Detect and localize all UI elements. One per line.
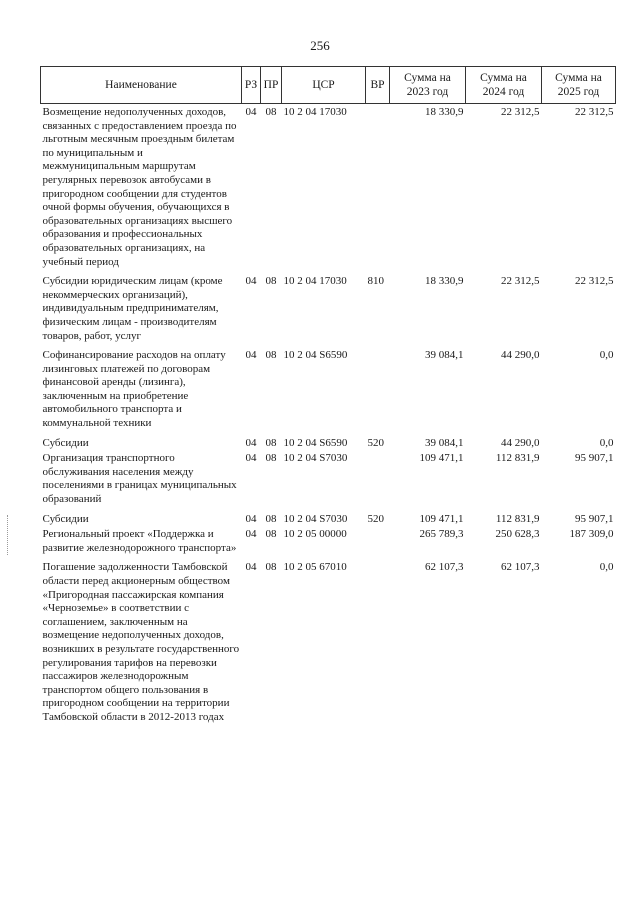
row-name: Региональный проект «Поддержка и развитие железнодорожного транспорта» <box>42 528 237 554</box>
row-csr: 10 2 04 17030 <box>283 106 347 118</box>
row-rz: 04 <box>245 528 257 541</box>
header-sum-2025: Сумма на 2025 год <box>542 67 616 104</box>
row-name: Субсидии юридическим лицам (кроме некоммерческих организаций), индивидуальным предпринимателям, физическим лицам - производителям товаров, работ, услуг <box>42 275 223 342</box>
row-vr <box>366 555 390 724</box>
row-pr: 08 <box>265 106 277 118</box>
row-sum-2024: 22 312,5 <box>501 106 540 118</box>
table-row <box>41 343 616 431</box>
row-sum-2024: 250 628,3 <box>495 528 540 541</box>
row-csr: 10 2 04 S6590 <box>283 436 348 449</box>
table-row <box>41 269 616 343</box>
row-rz: 04 <box>245 349 257 362</box>
table-row <box>41 450 616 506</box>
row-sum-2023: 265 789,3 <box>419 528 464 541</box>
row-name: Софинансирование расходов на оплату лизинговых платежей по договорам финансовой аренды (лизинга), заключенным на приобретение автомобильного транспорта и коммунальной техники <box>42 349 226 430</box>
row-sum-2025: 0,0 <box>599 436 614 449</box>
row-sum-2023: 39 084,1 <box>425 349 464 362</box>
table-header-row <box>41 67 616 104</box>
row-rz: 04 <box>245 436 257 449</box>
header-vr: ВР <box>366 67 390 104</box>
row-name: Организация транспортного обслуживания населения между поселениями в границах муниципальных образований <box>42 452 237 506</box>
row-csr: 10 2 04 S7030 <box>283 512 348 525</box>
row-sum-2023: 18 330,9 <box>425 275 464 288</box>
row-sum-2024: 44 290,0 <box>501 349 540 362</box>
header-name: Наименование <box>41 67 242 104</box>
row-csr: 10 2 04 S7030 <box>283 452 348 465</box>
row-sum-2025: 0,0 <box>599 349 614 362</box>
row-name: Субсидии <box>42 436 89 449</box>
table-row <box>41 104 616 270</box>
margin-mark <box>7 515 10 555</box>
row-sum-2025: 95 907,1 <box>575 512 614 525</box>
row-sum-2025: 22 312,5 <box>575 106 614 118</box>
row-rz: 04 <box>245 561 257 574</box>
row-vr <box>366 526 390 555</box>
row-sum-2023: 109 471,1 <box>419 452 464 465</box>
row-vr: 810 <box>367 275 384 288</box>
table-row <box>41 507 616 527</box>
row-name: Погашение задолженности Тамбовской области перед акционерным обществом «Пригородная пассажирская компания «Черноземье» в соответствии с соглашением, заключенным на возмещение недополученных доходов, возникших в результате государственного регулирования тарифов на перевозки пассажиров железнодорожным транспортом общего пользования в пригородном сообщении на территории Тамбовской области в 2012-2013 годах <box>42 561 240 723</box>
row-pr: 08 <box>265 349 277 362</box>
row-vr: 520 <box>367 512 384 525</box>
row-pr: 08 <box>265 436 277 449</box>
row-sum-2024: 22 312,5 <box>501 275 540 288</box>
row-sum-2025: 22 312,5 <box>575 275 614 288</box>
row-csr: 10 2 04 S6590 <box>283 349 348 362</box>
row-pr: 08 <box>265 275 277 288</box>
row-rz: 04 <box>245 106 257 118</box>
page-number: 256 <box>310 38 330 53</box>
row-sum-2025: 187 309,0 <box>569 528 614 541</box>
row-vr: 520 <box>367 436 384 449</box>
row-name: Субсидии <box>42 512 89 525</box>
row-csr: 10 2 04 17030 <box>283 275 347 288</box>
row-sum-2025: 0,0 <box>599 561 614 574</box>
table-row <box>41 555 616 724</box>
row-sum-2024: 112 831,9 <box>495 452 540 465</box>
row-sum-2023: 109 471,1 <box>419 512 464 525</box>
header-rz: РЗ <box>242 67 261 104</box>
budget-table <box>40 66 616 725</box>
row-sum-2025: 95 907,1 <box>575 452 614 465</box>
row-sum-2023: 39 084,1 <box>425 436 464 449</box>
row-rz: 04 <box>245 452 257 465</box>
header-csr: ЦСР <box>282 67 366 104</box>
row-sum-2024: 44 290,0 <box>501 436 540 449</box>
row-csr: 10 2 05 00000 <box>283 528 347 541</box>
header-pr: ПР <box>261 67 282 104</box>
row-pr: 08 <box>265 528 277 541</box>
row-sum-2023: 18 330,9 <box>425 106 464 118</box>
row-pr: 08 <box>265 452 277 465</box>
row-pr: 08 <box>265 561 277 574</box>
row-csr: 10 2 05 67010 <box>283 561 347 574</box>
header-sum-2023: Сумма на 2023 год <box>390 67 466 104</box>
row-name: Возмещение недополученных доходов, связанных с предоставлением проезда по льготным месячным проездным билетам по муниципальным и межмуниципальным маршрутам регулярных перевозок автобусами в пригородном сообщении для студентов очной формы обучения, обучающихся в образовательных организациях высшего образования и профессиональных образовательных организациях, на учебный период <box>42 106 237 268</box>
row-vr <box>366 450 390 506</box>
table-row <box>41 526 616 555</box>
row-vr <box>366 343 390 431</box>
row-sum-2024: 112 831,9 <box>495 512 540 525</box>
header-sum-2024: Сумма на 2024 год <box>466 67 542 104</box>
row-sum-2024: 62 107,3 <box>501 561 540 574</box>
row-vr <box>366 104 390 270</box>
row-pr: 08 <box>265 512 277 525</box>
row-sum-2023: 62 107,3 <box>425 561 464 574</box>
row-rz: 04 <box>245 512 257 525</box>
table-row <box>41 431 616 451</box>
row-rz: 04 <box>245 275 257 288</box>
